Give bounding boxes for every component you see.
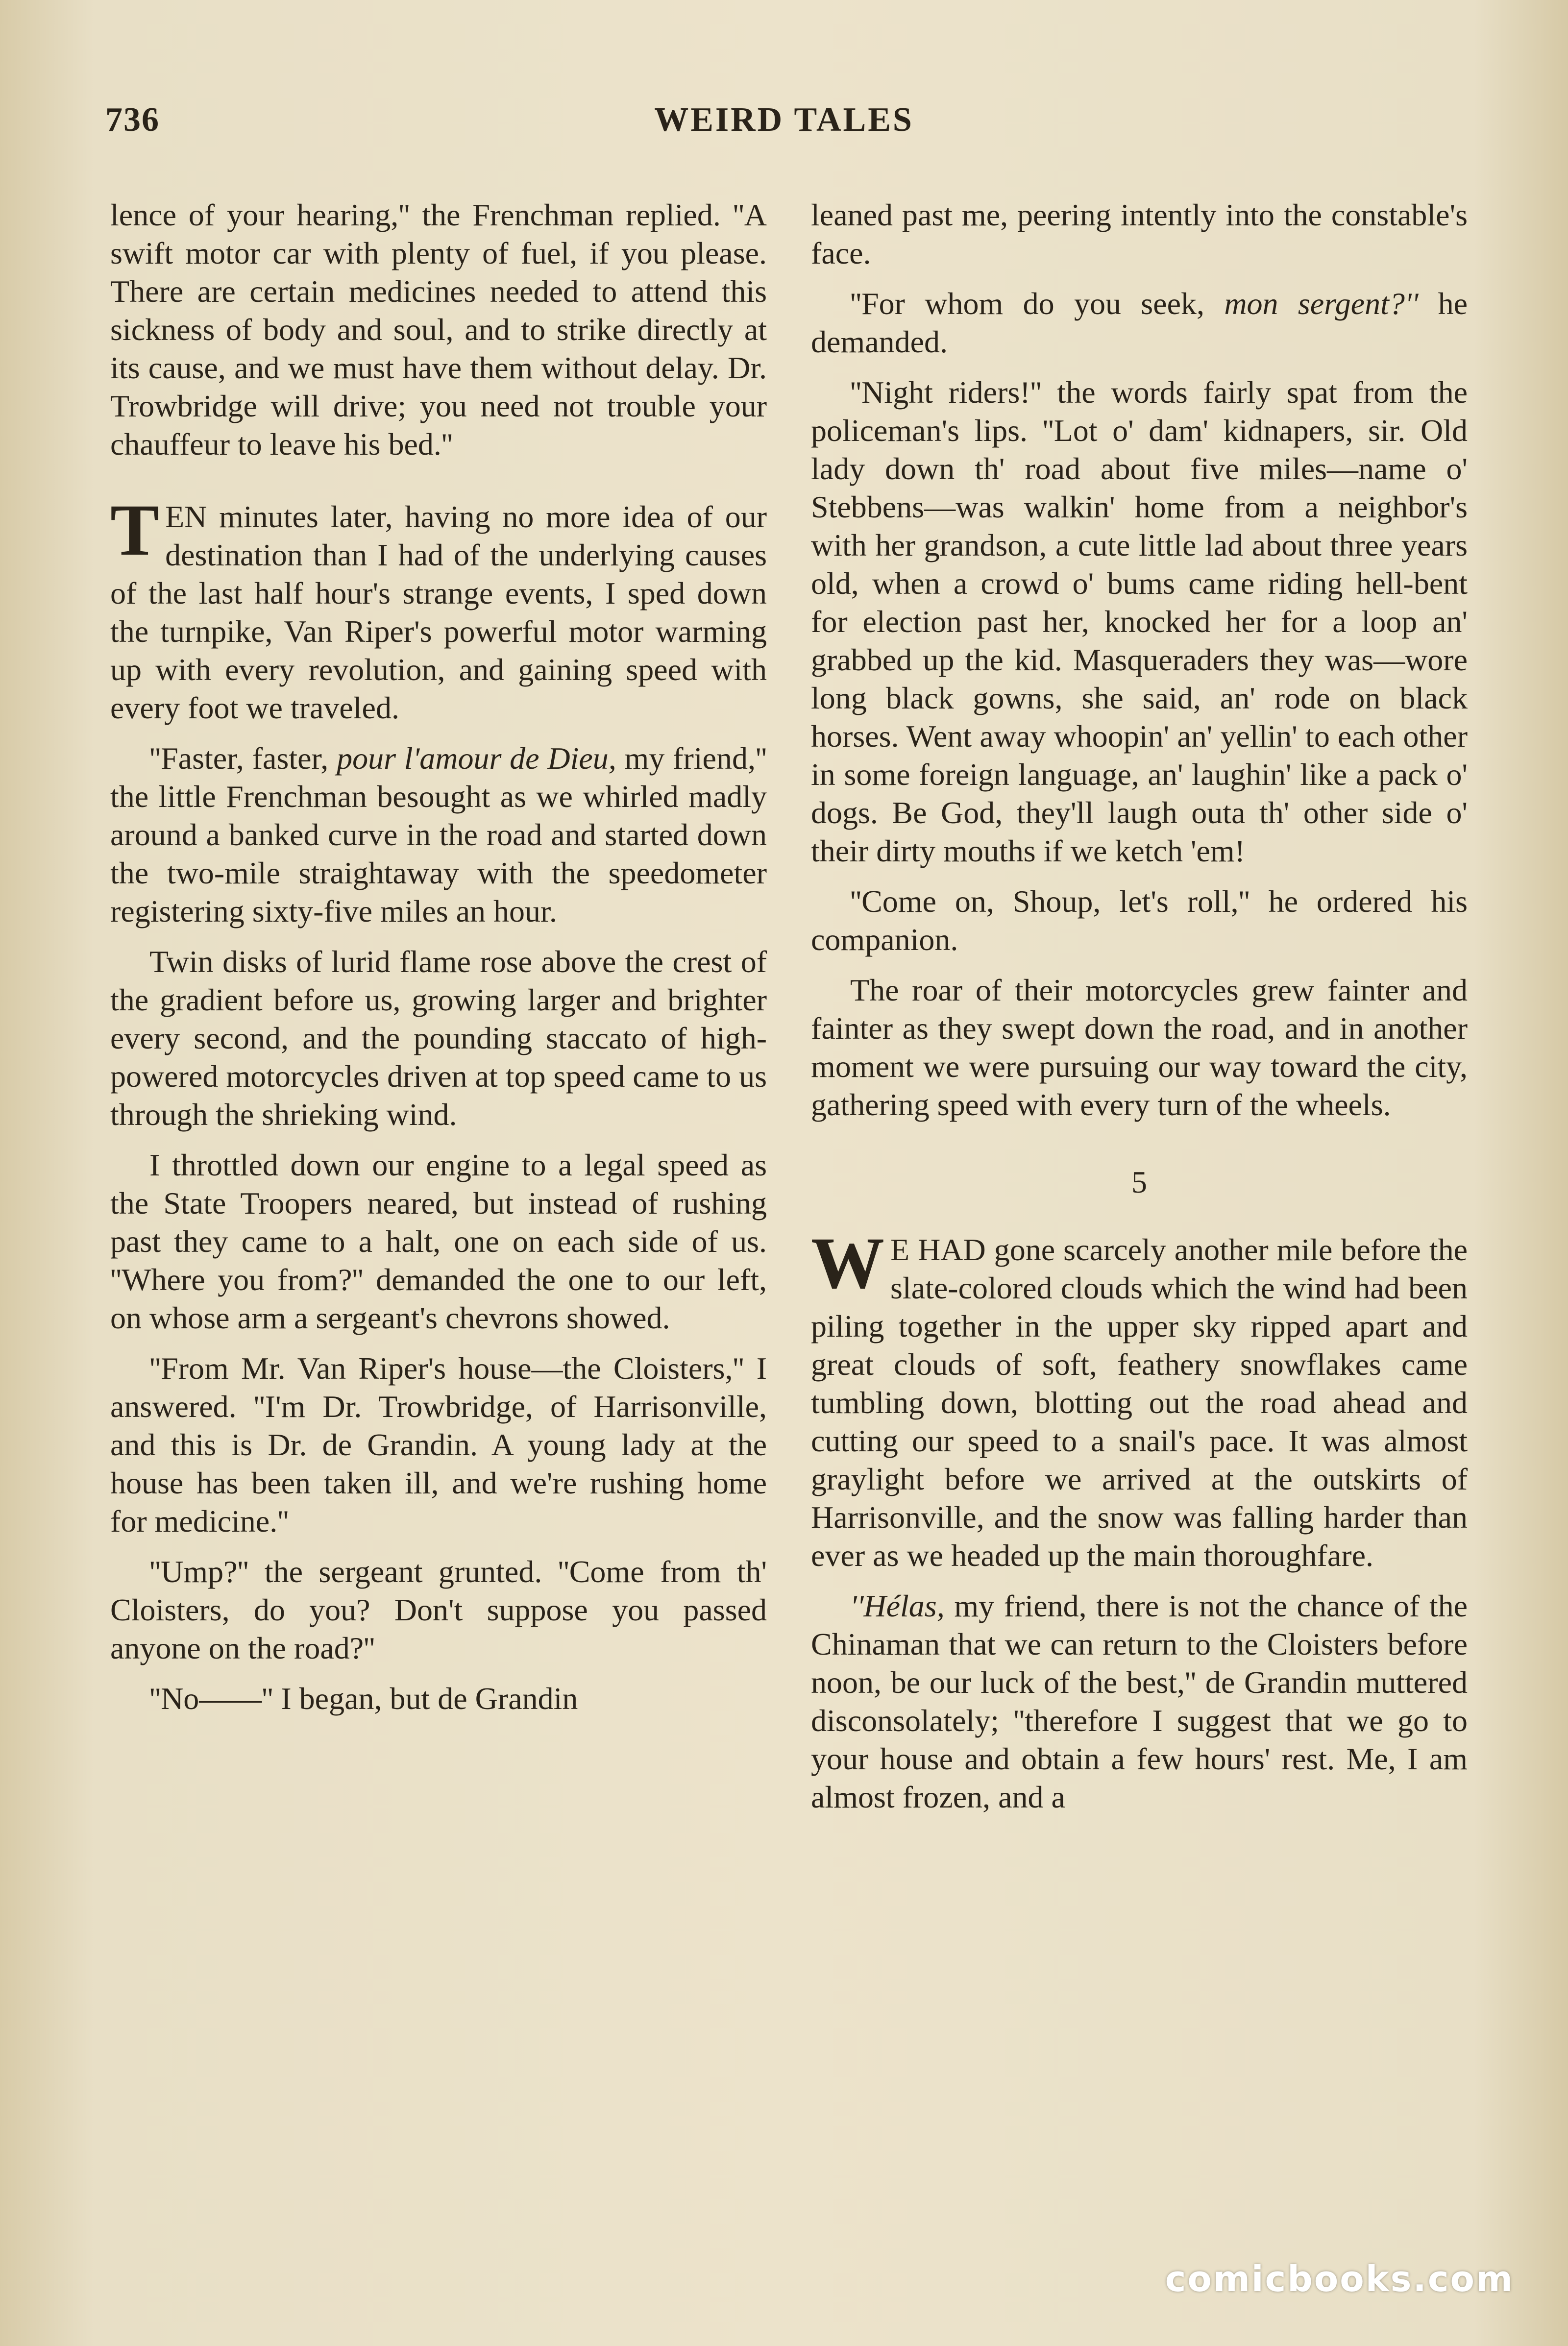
paragraph-dropcap: TEN minutes later, having no more idea of our destination than I had of the underlying causes of the last half hour's strange events, I sped down the turnpike, Van Riper's powerful motor warming up with every revolution, and gaining speed with every foot we traveled. xyxy=(110,489,767,725)
page-number: 736 xyxy=(105,101,160,139)
paragraph: ''No——'' I began, but de Grandin xyxy=(149,1681,578,1716)
paragraph: ''Ump?'' the sergeant grunted. ''Come from th' Cloisters, do you? Don't suppose you passed anyone on the road?'' xyxy=(110,1554,767,1665)
paragraph: ''Hélas, my friend, there is not the chance of the Chinaman that we can return to the Cloisters before noon, be our luck of the best,'' de Grandin muttered disconsolately; ''therefore I suggest that we go to your house and obtain a few hours' rest. Me, I am almost frozen, and a xyxy=(811,1588,1468,1814)
watermark: comicbooks.com xyxy=(1165,2258,1514,2299)
drop-cap: T xyxy=(110,489,160,571)
paragraph: ''Faster, faster, pour l'amour de Dieu, my friend,'' the little Frenchman besought as we whirled madly around a banked curve in the road and started down the two-mile straightaway with the speedometer registering sixty-five miles an hour. xyxy=(110,741,767,929)
paragraph: I throttled down our engine to a legal speed as the State Troopers neared, but instead of rushing past they came to a halt, one on each side of us. ''Where you from?'' demanded the one to our left, on whose arm a sergeant's chevrons showed. xyxy=(110,1148,767,1335)
left-column xyxy=(110,196,767,1718)
paragraph-dropcap: W E HAD gone scarcely another mile before the slate-colored clouds which the wind had been piling together in the upper sky ripped apart and great clouds of soft, feathery snowflakes came tumbling down, blotting out the road ahead and cutting our speed to a snail's pace. It was almost graylight before we arrived at the outskirts of Harrisonville, and the snow was falling harder than ever as we headed up the main thoroughfare. xyxy=(811,1222,1468,1573)
magazine-title: WEIRD TALES xyxy=(654,101,914,139)
drop-cap: W xyxy=(811,1222,884,1304)
lead-in: E HAD xyxy=(890,1232,986,1267)
paragraph: Twin disks of lurid flame rose above the crest of the gradient before us, growing larger and brighter every second, and the pounding staccato of high-powered motorcycles driven at top speed came to us through the shrieking wind. xyxy=(110,944,767,1132)
paragraph: ''For whom do you seek, mon sergent?'' he demanded. xyxy=(811,286,1468,359)
lead-in: EN xyxy=(165,499,207,534)
page-header xyxy=(105,100,1463,145)
section-number: 5 xyxy=(1131,1165,1147,1199)
paragraph: ''From Mr. Van Riper's house—the Cloisters,'' I answered. ''I'm Dr. Trowbridge, of Harrisonville, and this is Dr. de Grandin. A young lady at the house has been taken ill, and we're rushing home for medicine.'' xyxy=(110,1351,767,1539)
paragraph: ''Night riders!'' the words fairly spat from the policeman's lips. ''Lot o' dam' kidnapers, sir. Old lady down th' road about five miles—name o' Stebbens—was walkin' home from a neighbor's with her grandson, a cute little lad about three years old, when a crowd o' bums came riding hell-bent for election past her, knocked her for a loop an' grabbed up the kid. Masqueraders they was—wore long black gowns, she said, an' rode on black horses. Went away whoopin' an' yellin' to each other in some foreign language, an' laughin' like a pack o' dogs. Be God, they'll laugh outa th' other side o' their dirty mouths if we ketch 'em! xyxy=(811,375,1468,868)
right-column xyxy=(811,196,1468,1816)
paragraph: The roar of their motorcycles grew fainter and fainter as they swept down the road, and in another moment we were pursuing our way toward the city, gathering speed with every turn of the wheels. xyxy=(811,973,1468,1122)
paragraph: ''Come on, Shoup, let's roll,'' he ordered his companion. xyxy=(811,884,1468,957)
paragraph: lence of your hearing,'' the Frenchman replied. ''A swift motor car with plenty of fuel, if you please. There are certain medicines needed to attend this sickness of body and soul, and to strike directly at its cause, and we must have them without delay. Dr. Trowbridge will drive; you need not trouble your chauffeur to leave his bed.'' xyxy=(110,197,767,462)
paragraph: leaned past me, peering intently into the constable's face. xyxy=(811,197,1468,270)
